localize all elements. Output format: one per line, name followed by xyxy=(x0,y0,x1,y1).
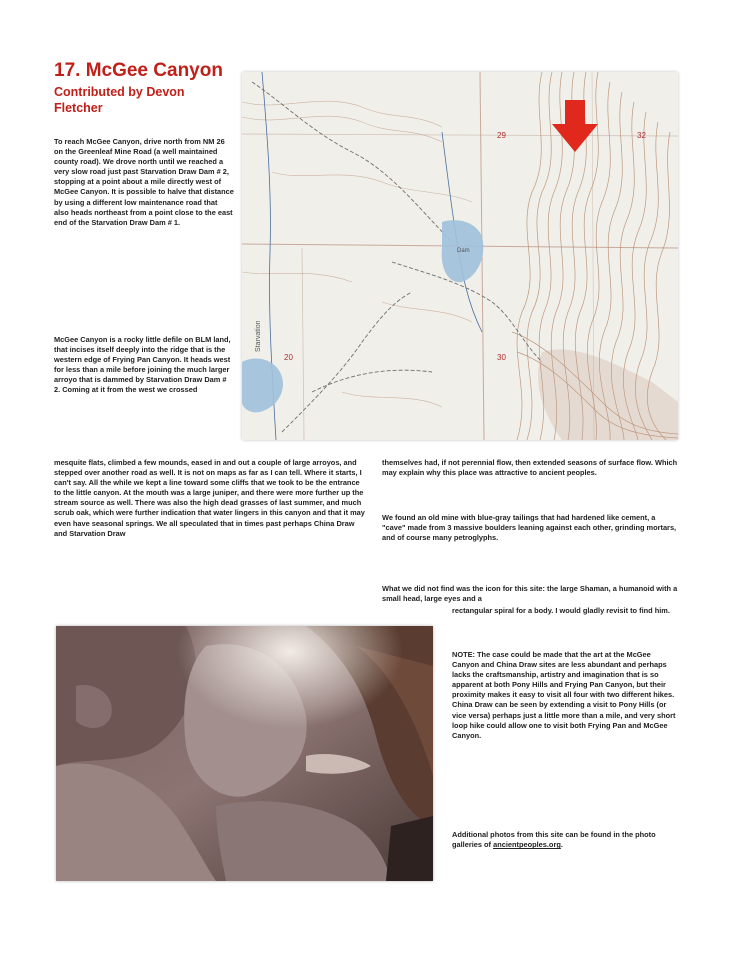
paragraph-approach: mesquite flats, climbed a few mounds, eased in and out a couple of large arroyos, and stepped over another road as well. It is not on maps as far as I can tell. Where it starts, I can't say. All the while we kept a line toward some cliffs that we took to be the entrance to the little canyon. At the mouth was a large juniper, and there were more further up the stream source as well. There was also the high dead grasses of last summer, and much scrub oak, which were further indication that water lingers in this canyon and that it may even have seasonal springs. We all speculated that in times past perhaps China Draw and Starvation Draw xyxy=(54,458,365,538)
paragraph-more-photos xyxy=(452,830,678,850)
map-label-section-30: 30 xyxy=(497,353,506,362)
page-title: 17. McGee Canyon xyxy=(54,60,223,81)
topographic-map xyxy=(242,72,678,440)
paragraph-shaman-a: What we did not find was the icon for this site: the large Shaman, a humanoid with a small head, large eyes and a xyxy=(382,584,678,604)
contributor-byline: Contributed by Devon Fletcher xyxy=(54,85,185,115)
map-label-dam: Dam xyxy=(457,248,470,254)
paragraph-canyon-description: McGee Canyon is a rocky little defile on BLM land, that incises itself deeply into the ridge that is the western edge of Frying Pan Canyon. It heads west for less than a mile before joining the much larger arroyo that is dammed by Starvation Draw Dam # 2. Coming at it from the west we crossed xyxy=(54,335,231,395)
paragraph-directions: To reach McGee Canyon, drive north from NM 26 on the Greenleaf Mine Road (a well maintained county road). We drove north until we reached a very slow road just past Starvation Draw Dam # 2, stopping at a point about a mile directly west of McGee Canyon. It is possible to halve that distance by using a different low maintenance road that also heads northeast from a point close to the east end of the Starvation Draw Dam # 1. xyxy=(54,137,234,227)
more-photos-period: . xyxy=(560,840,563,850)
map-label-section-32: 32 xyxy=(637,131,646,140)
map-graphic xyxy=(242,72,678,440)
paragraph-shaman-b: rectangular spiral for a body. I would gladly revisit to find him. xyxy=(452,606,670,615)
ancientpeoples-link[interactable]: ancientpeoples.org xyxy=(493,840,561,850)
paragraph-surface-flow: themselves had, if not perennial flow, then extended seasons of surface flow. Which may explain why this place was attractive to ancient peoples. xyxy=(382,458,678,478)
more-photos-text: Additional photos from this site can be found in the photo galleries of xyxy=(452,830,656,850)
map-label-section-20: 20 xyxy=(284,353,293,362)
canyon-boulder-photo xyxy=(56,626,433,881)
photo-graphic xyxy=(56,626,433,881)
map-label-section-29: 29 xyxy=(497,131,506,140)
paragraph-findings: We found an old mine with blue-gray tailings that had hardened like cement, a "cave" made from 3 massive boulders leaning against each other, grinding mortars, and of course many petroglyphs. xyxy=(382,513,677,543)
map-label-starvation: Starvation xyxy=(255,320,262,352)
paragraph-note: NOTE: The case could be made that the art at the McGee Canyon and China Draw sites are less abundant and perhaps lacks the craftsmanship, artistry and imagination that is so apparent at both Pony Hills and Frying Pan Canyon, but their proximity makes it easy to visit all four with two different hikes. China Draw can be seen by extending a visit to Pony Hills (or vice versa) perhaps just a little more than a mile, and very short loop hike could allow one to visit both Frying Pan and McGee Canyon. xyxy=(452,650,676,740)
